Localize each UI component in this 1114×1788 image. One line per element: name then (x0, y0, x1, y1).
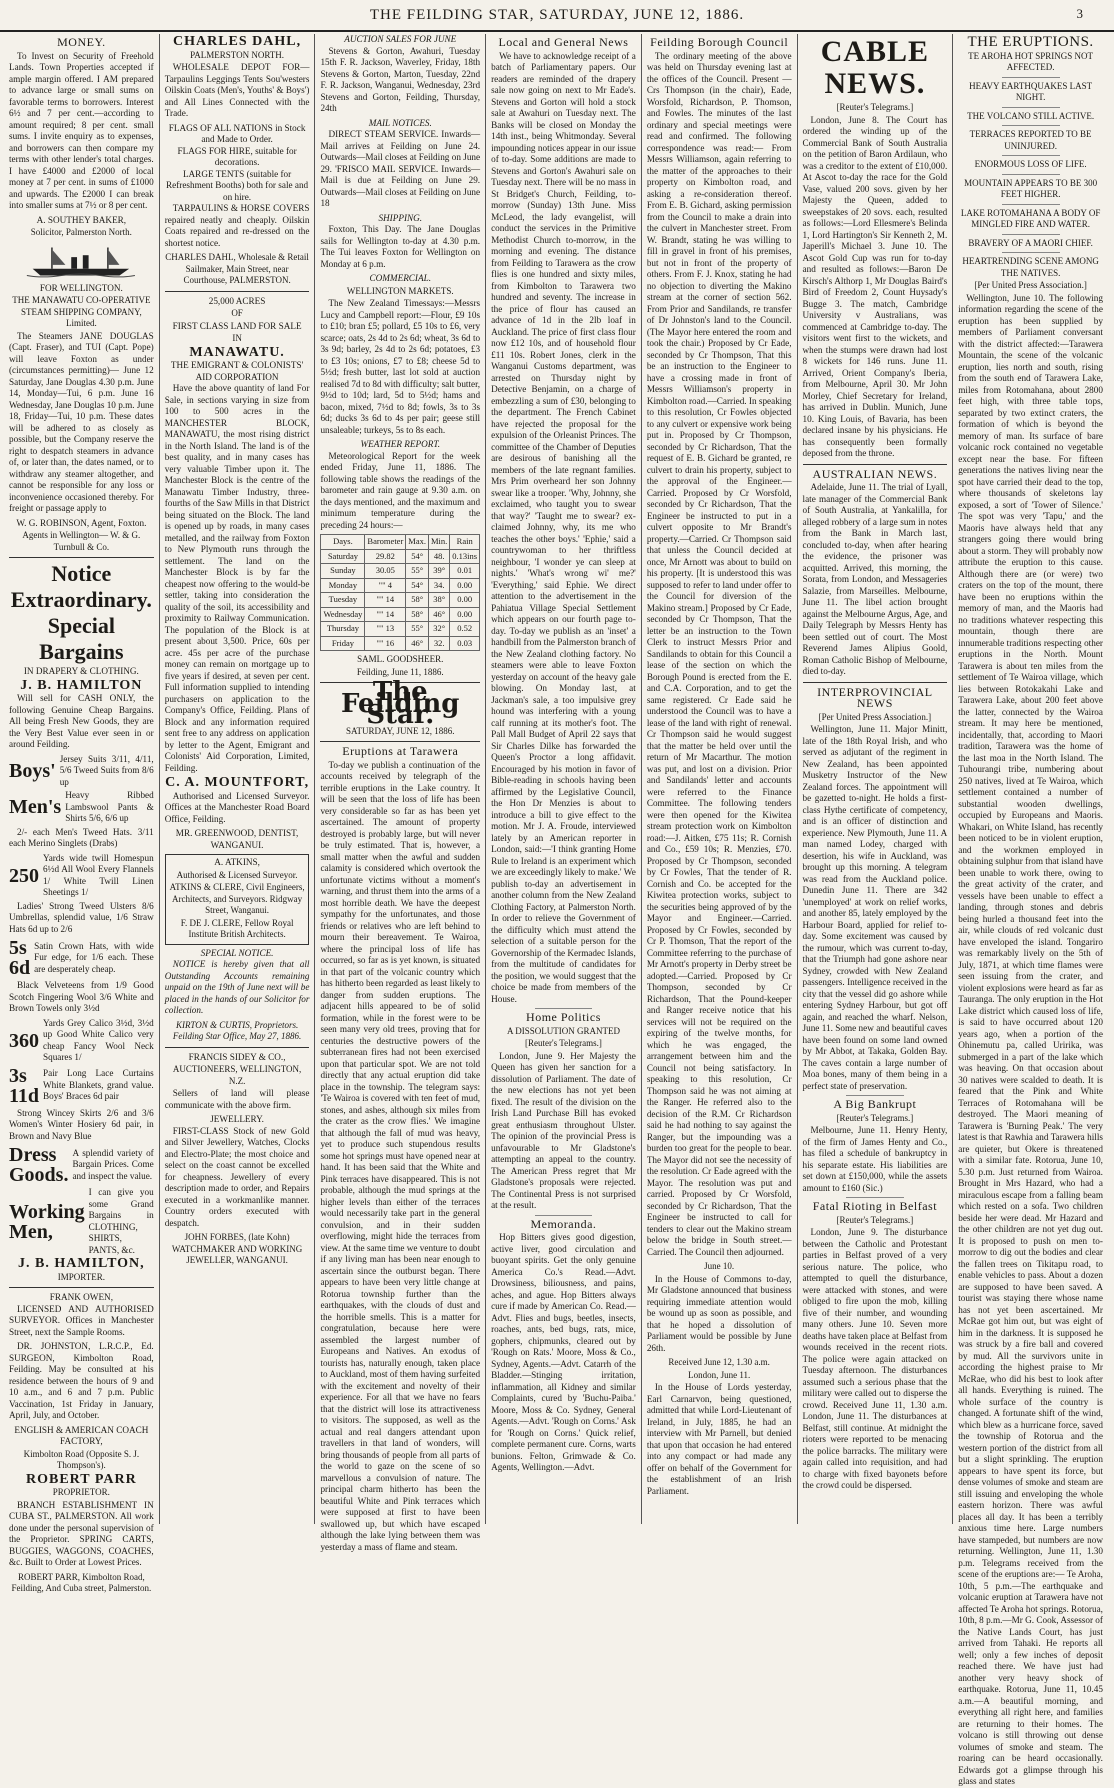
council-heading: Feilding Borough Council (650, 35, 789, 49)
weather-row (321, 636, 480, 651)
weather-cell: Wednesday (321, 607, 365, 622)
bankrupt-sub: [Reuter's Telegrams.] (836, 1112, 914, 1123)
interprovincial-sub: [Per United Press Association.] (818, 711, 932, 722)
weather-cell: 0.00 (450, 607, 480, 622)
commercial-heading: COMMERCIAL. (369, 273, 432, 283)
weather-cell: 0.52 (450, 622, 480, 637)
dissolution-sub: [Reuter's Telegrams.] (525, 1038, 602, 1048)
atkins-clere: ATKINS & CLERE, Civil Engineers, Architects, and Surveyors. Ridgway Street, Wanganui. (169, 882, 305, 915)
headline-1: TE AROHA HOT SPRINGS NOT AFFECTED. (968, 50, 1094, 72)
atkins-sub: Authorised & Licensed Surveyor. (176, 869, 298, 880)
notice-line-2: Extraordinary. (10, 587, 152, 612)
june-11: London, June 11. (688, 1369, 751, 1380)
weather-row (321, 549, 480, 564)
markets-text: The New Zealand Timessays:—Messrs Lucy and Campbell report:—Flour, £9 10s to £10; bran £5; pollard, £5 10s to £6, very scarce; oats, 2s 4d to 2s 6d; wheat, 3s 6d to 3s 9d; barley, 2s 4d to 2s 6d; potatoes, £3 to £3 10s; onions, £7 to £8; cheese 5d to 5½d; fresh butter, last lot sold at auction realised 7d to 8d with difficulty; salt butter, 9½d to 10d; lard, 5d to 5½d; hams and bacon, mixed, 7½d to 8d; fowls, 3s to 3s 6d; ducks 3s 6d to 4s per pair; geese still unsaleable; turkeys, 5s to 8s each. (320, 298, 481, 435)
star-date: SATURDAY, JUNE 12, 1886. (346, 725, 455, 736)
column-3 (315, 34, 486, 1552)
weather-cell: 34. (429, 578, 450, 593)
column-2 (160, 34, 316, 1524)
mens-detail: Heavy Ribbed Lambswool Pants & Shirts 5/6, 6/6 up (65, 790, 154, 823)
jewellery-heading: JEWELLERY. (210, 1114, 264, 1124)
local-heading: Local and General News (498, 35, 629, 49)
steamship-icon (23, 243, 139, 279)
weather-cell: "" 14 (365, 593, 406, 608)
coach-heading: ENGLISH & AMERICAN COACH FACTORY, (14, 1424, 149, 1446)
eruptions-text: To-day we publish a continuation of the accounts received by telegraph of the terrible eruptions in the Lake country. It will be seen that the loss of life has been very considerable so far as has been yet ascertained. The amount of property destroyed is probably large, but will never be truly estimated. That is, however, a small matter when the awful and sudden calamity is considered which overtook the unfortunate victims without a moment's warning, and thrust them into the arms of a most horrible death. We have the deepest sympathy for the unfortunates, and those friends or relatives who are left behind to mourn their bereavement. Te Wairoa, where the principal loss of life has occurred, so far as is yet known, is situated in that part of the volcanic country which has hitherto been regarded as least likely to danger from sudden eruptions. The adjacent hills appeared to be of solid formation, while in the forest were to be seen many very old trees, proving that for centuries the destructive powers of the subterranean fires had not been exercised upon that particular spot. We are not told directly that any actual eruption did take place in the township. The telegram says: 'Te Wairoa is covered with ten feet of mud, stones, and ashes, although six miles from the crater as the crow flies.' We imagine that although the fall of mud was heavy, yet to produce such stupendous results some hot springs must have opened near at hand. It has been said that the White and Pink terraces have disappeared. This is not probable, although the mud springs at the higher levels than either of the terraces would necessarily take part in the general convulsion, and in their sudden overflowing, might hide the terraces from view. At the same time we venture to doubt if any living man has been near enough to ascertain since the outburst began. There appears to have been very little change at Rotorua township further than the earthquakes, with the clouds of dust and the horrible smells. This is a matter for congratulation, because here were assembled the largest number of Europeans and Natives. An exodus of tourists has, naturally enough, taken place to Auckland, most of them having surfeited with the excitement and novelty of their experience. For all that we have no fears that the district will lose its attractiveness to visitors. The supposed, as well as the actual and real dangers attendant upon travellers in that land of wonders, will bring thousands of people from all parts of the world to gaze on the scene of so marvellous a convulsion of nature. The principal charm hitherto has been the beautiful White and Pink terraces which were supposed at first to have been swallowed up, but which have escaped although the lake lying between them was yesterday a mass of flame and steam. (320, 759, 481, 1552)
parr-sub: PROPRIETOR. (52, 1487, 110, 1497)
num-3s11d: 3s 11d (9, 1064, 40, 1107)
rioting-heading: Fatal Rioting in Belfast (812, 1199, 938, 1213)
weather-cell: 0.13ins (450, 549, 480, 564)
parr-text: BRANCH ESTABLISHMENT IN CUBA ST., PALMERSTON. All work done under the personal supervision of the Proprietor. SPRING CARTS, BUGGIES, WAGGONS, COACHES, &c. Built to Order at Lowest Prices. (9, 1499, 154, 1567)
wellington-agents: Agents in Wellington— W. & G. Turnbull & Co. (22, 530, 141, 552)
headline-6: MOUNTAIN APPEARS TO BE 300 FEET HIGHER. (964, 177, 1098, 199)
weather-cell: 54° (406, 549, 429, 564)
australian-news-heading: AUSTRALIAN NEWS. (812, 466, 938, 481)
wellington-heading: FOR WELLINGTON. (39, 282, 123, 293)
weather-cell: 32° (429, 622, 450, 637)
jewellery-text: FIRST-CLASS Stock of new Gold and Silver Jewellery, Watches, Clocks and Electro-Plate; the most choice and select on the coast cannot be excelled for cheapness. Jewellery of every description made to order, and Repairs executed in a workmanlike manner. Country orders executed with despatch. (164, 1125, 310, 1228)
council-text: The ordinary meeting of the above was held on Thursday evening last at the offices of the Council. Present —Crs Thompson (in the chair), Eade, Worsfold, Richardson, P. Thomson, and Fowles. The minutes of the last ordinary and special meetings were read and confirmed. The following correspondence was read:— From Messrs Williamson, again referring to the matter of the approaches to their property on Kimbolton road, and asking a re-consideration thereof. From E. B. Gichard, asking permission from the Council to make a drain into the culvert in Manchester street. From W. Brandt, stating he was willing to fill in gravel in front of his premises, but not in front of the property of others. From F. J. Knox, stating he had no objection to diverting the Makino stream at the corner of section 562. From Prior and Sandilands, re transfer of Dr Johnston's land to the Council. (The Mayor here entered the room and took the chair.) Proposed by Cr Eade, seconded by Cr Thompson, That this be an instruction to the Engineer to have a crossing made in front of Messrs Williamson's property in Kimbolton road.—Carried. In speaking to this resolution, Cr Fowles objected to any culvert or expensive work being put in. Proposed by Cr Thompson, seconded by Cr Richardson, That the request of E. B. Gichard be granted, re culvert to drain his property, subject to the approval of the Engineer.—Carried. Proposed by Cr Worsfold, seconded by Cr Richardson, That the Engineer be instructed to put in a culvert opposite to Mr Brandt's property.—Carried. Cr Thompson said that unless the Council decided at once, Mr Arnott was about to build on his property. [It is understood this was supposed to refer to land under offer to the Council for diversion of the Makino stream.] Proposed by Cr Eade, seconded by Cr Thompson, That the letter be an instruction to the Town Clerk to instruct Messrs Prior and Sandilands to obtain for this Council a lease of the section on which the Borough Pound is erected from the E. and C.A. Corporation, and to get the same registered. Cr Eade said he understood the Council was to have a lease of the land with right of renewal. Cr Thompson said he would suggest that the matter be held over until the return of Mr Macarthur. The motion was put, and lost on a division. Prior and Sandilands' letter and accounts were referred to the Finance Committee. The following tenders were then opened for the Kiwitea stream protection work on Kimbolton road:—J. Aitken, £75 11s; R. Cornish and Co., £59 10s; R. Menzies, £70. Proposed by Cr Thompson, seconded by Cr Fowles, That the tender of R. Cornish and Co. be accepted for the Kiwitea protection works, subject to the securities being approved of by the Mayor and Engineer.—Carried. Proposed by Cr Fowles, seconded by Cr P. Thomson, That the report of the Committee referring to the purchase of Mr Arnott's property in Derby street be adopted.—Carried. Proposed by Cr Thompson, seconded by Cr Richardson, That the Pound-keeper and Ranger receive notice that his services will not be required on the expiring of the twelve months, for which he was engaged, the arrangement between him and the Council not being satisfactory. In speaking to this resolution, Cr Thompson said he was not aiming at the Ranger. He referred also to the decision of the R.M. Cr Richardson said he had nothing to say against the Ranger, but the impounding was a burden too great for the people to bear. The Mayor did not see the necessity of the resolution. Cr Eade agreed with the Mayor. The resolution was put and carried. Proposed by Cr Worsfold, seconded by Cr Richardson, That the Engineer be instructed to call for tenders to clear out the Makino stream below the bridge in South street.—Carried. The Council then adjourned. (646, 50, 792, 1257)
local-text: We have to acknowledge receipt of a batch of Parliamentary papers. Our readers are reminded of the drapery sale now going on next to Mr Eade's. Stevens and Gorton will hold a stock sale at Awahuri on Tuesday next. The Banks will be closed on Monday the 14th inst., being Whitmonday. Several impounding notices appear in our issue of to-day. Some additions are made to Stevens and Gorton's Awahuri sale on Tuesday next. There will be no mass in St Bridget's Church, Feilding, to-morrow (Sunday) 13th June. Miss McLeod, the lady evangelist, will conduct the services in the Primitive Methodist Church to-morrow, in the morning and evening. The distance from Feilding to Tarawera as the crow flies is one hundred and sixty miles, from Kimbolton to Tarawera two hundred and seventy. The increase in the price of flour has caused an advance of 1d in the 2lb loaf in Auckland. The price of first class flour now £12 10s, and of household flour £11 10s. Robert Jones, clerk in the Wanganui Customs department, was arrested on Thursday night by Detective Benjamin, on a charge of embezzling a sum of £30, belonging to the department. The French Cabinet have rejected the proposal for the expulsion of the Orleanist Princes. The committee of the Chamber of Deputies are desirous of banishing all the members of the late regnant families. Mrs Prim overheard her son Johnny swear like a trooper. 'Why, Johnny, she exclaimed, who taught you to swear that way?' 'Taught me to swear? ex-claimed Johnny, why, its me who teaches the other boys.' 'Ephie,' said a countrywoman to her thriftless neighbour, 'I wonder ye can sleep at nights.' 'What's wrong wi' me?' 'Everything,' said Ephie. We direct attention to the advertisement in the Pahiatua Village Special Settlement which appears on our fourth page to-day. To-day we publish as an 'inset' a handbill from the Palmerston branch of the New Zealand clothing factory. No steamers were able to leave Foxton yesterday on account of the heavy gale blowing. On Monday last, at Jackman's sale, a too impulsive grey hound was interfering with a young calf running at its mother's foot. The Pall Mall Budget of April 22 says that Sir Charles Dilke has forwarded the Queen's Proctor a long affidavit. Encouraged by his motion in favor of Bible-reading in schools having been affirmed by the Legislative Council, the Hon Dr Menzies is about to introduce a bill to give effect to the motion. Mr J. A. Froude, interviewed lately by an American reporter in London, said:—'I think granting Home Rule to Ireland is an experiment which we are exceedingly likely to make.' We publish to-day an advertisement in another column from the New Zealand Clothing Factory, at Palmerston North. In order to relieve the Government of the difficulty which must attend the selection of a suitable person for the Governorship of the Kermadec Islands, from the multitude of candidates for the position, we would suggest that the choice be made from members of the House. (491, 50, 636, 1004)
num-360: 360 (9, 1029, 39, 1052)
interprovincial-heading: INTERPROVINCIAL NEWS (817, 684, 933, 710)
weather-cell: 54° (406, 578, 429, 593)
column-5 (642, 34, 798, 1524)
column-6 (798, 34, 954, 1524)
weather-cell: "" 16 (365, 636, 406, 651)
strong-skirts: Strong Wincey Skirts 2/6 and 3/6 Women's Winter Hosiery 6d pair, in Brown and Navy Blue (9, 1107, 154, 1141)
masthead (0, 0, 1114, 32)
eruptions-heading: Eruptions at Tarawera (342, 744, 459, 758)
johnston-text: DR. JOHNSTON, L.R.C.P., Ed. SURGEON, Kimbolton Road, Feilding. May be consulted at his residence between the hours of 9 and 10 a.m., and 6 and 7 p.m. Public Vaccination, 1st Friday in January, April, July, and October. (9, 1341, 154, 1420)
notice-text: NOTICE is hereby given that all Outstanding Accounts remaining unpaid on the 19th of June next will be placed in the hands of our Solicitor for collection. (164, 959, 310, 1015)
steam-text: The Steamers JANE DOUGLAS (Capt. Fraser), and TUI (Capt. Pope) will leave Foxton as under (circumstances permitting)— June 12 Saturday, Jane Douglas 4.30 p.m. June 14, Monday—Tui, 6 p.m. June 16 Wednesday, Jane Douglas 10 p.m. June 18, Friday—Tui, 10 p.m. These dates will be adhered to as closely as possible, but the Company reserve the right to despatch steamers in advance of, or later than, the dates named, or to withdraw any steamer altogether, and cannot be responsible for any loss or inconvenience occasioned thereby. For freight or passage apply to (9, 330, 154, 513)
june-10: June 10. (704, 1261, 735, 1271)
notice-line-1: Notice (51, 561, 112, 586)
weather-cell: 55° (406, 622, 429, 637)
bankrupt-heading: A Big Bankrupt (833, 1097, 917, 1111)
num-3s11d-text: Pair Long Lace Curtains White Blankets, grand value. Boys' Braces 6d pair (43, 1068, 154, 1102)
weather-cell: Sunday (321, 564, 365, 579)
home-politics-heading: Home Politics (526, 1010, 601, 1024)
dress-goods: Dress Goods. (9, 1144, 69, 1186)
baker-sub: Solicitor, Palmerston North. (30, 227, 132, 237)
parr-name: ROBERT PARR (25, 1471, 137, 1487)
weather-cell: "" 13 (365, 622, 406, 637)
weather-row (321, 564, 480, 579)
dissolution-heading: A DISSOLUTION GRANTED (506, 1025, 620, 1036)
weather-cell: 55° (406, 564, 429, 579)
weather-cell: "" 4 (365, 578, 406, 593)
auction-heading: AUCTION SALES FOR JUNE (344, 34, 457, 44)
newspaper-columns (4, 34, 1108, 1786)
forbes: JOHN FORBES, (late Kohn) WATCHMAKER AND WORKING JEWELLER, WANGANUI. (171, 1232, 303, 1265)
weather-cell: 0.01 (450, 564, 480, 579)
memoranda-text: Hop Bitters gives good digestion, active liver, good circulation and buoyant spirits. Get the only genuine America Co.'s Read.—Advt. Drowsiness, biliousness, and pains, aches, and ague. Hop Bitters always cure if made by American Co. Read.—Advt. Flies and bugs, beetles, insects, roaches, ants, bed bugs, rats, mice, gophers, chipmunks, cleared out by 'Rough on Rats.' Moore, Moss & Co., Sydney, Agents.—Advt. Catarrh of the Bladder.—Stinging irritation, inflammation, all Kidney and similar Complaints, cured by 'Buchu-Paiba.' Moore, Moss & Co. Sydney, General Agents.—Advt. 'Rough on Corns.' Ask for 'Rough on Corns.' Quick relief, complete permanent cure. Corns, warts bunions. Felton, Grimwade & Co. Agents, Wellington.—Advt. (491, 1232, 636, 1472)
weather-cell: 0.00 (450, 593, 480, 608)
weather-text: Meteorological Report for the week ended Friday, June 11, 1886. The following table shows the readings of the barometer and rain gauge at 9.30 a.m. on the days mentioned, and the maximum and minimum temperature during the preceding 24 hours:— (320, 450, 481, 530)
clere: F. DE J. CLERE, Fellow Royal Institute British Architects. (180, 917, 294, 939)
markets-heading: WELLINGTON MARKETS. (346, 285, 454, 296)
weather-row (321, 578, 480, 593)
acres-heading: 25,000 ACRES (208, 295, 266, 306)
shipping-heading: SHIPPING. (378, 212, 423, 223)
hamilton-heading: J. B. HAMILTON (20, 677, 143, 693)
weather-col-header: Barometer (365, 535, 406, 550)
money-text: To Invest on Security of Freehold Lands. Town Properties accepted if ample margin offered. I AM prepared to advance large or small sums on favorable terms to borrowers. Interest 6½ and 7 per cent.—according to amount required; 8 per cent. small sums. I invite enquiry as to expenses, and borrowers can then compare my terms with other lender's total charges. I have £4000 and £2000 of local money at 7 per cent. in sums of £1000 and upwards. The £2000 I can break into smaller sums at 7½ or 8 per cent. (9, 50, 154, 210)
num-250-text: Yards wide twill Homespun 6½d All Wool Every Flannels 1/ White Twill Linen Sheetings 1/ (43, 852, 154, 897)
interprovincial-text: Wellington, June 11. Major Minitt, late of the 18th Royal Irish, and who served as adjutant of the regiment in New Zealand, has been appointed Musketry Instructor of the New Zealand forces. The appointment will be gazetted to-night. He holds a first-class Hythe certificate of competency, and is an officer of distinction and experience. New Plymouth, June 11. A man named Lodey, charged with desertion, his wife in Auckland, was brought up this morning. A telegram was read from the Auckland police. Dunedin June 11. There are 342 'unemployed' at work on relief works, and another 85, lately employed by the Harbour Board, applied for relief to-day. Some excitement was caused by the rumour, which was current to-day, that the Triumph had gone ashore near Sydney, crowded with New Zealand passengers. Intelligence received in the city that the vessel did go ashore while entering Sydney Harbour, but got off again, and reached the wharf. Nelson, June 11. Some new and beautiful caves have been found on some land owned by Mr Abbot, at Takaka, Golden Bay. The caves contain a large number of Moa bones, many of them being in a perfect state of preservation. (802, 724, 948, 1091)
velveteens: Black Velveteens from 1/9 Good Scotch Fingering Wool 3/6 White and Brown Towels only 3½d (9, 980, 154, 1013)
feilding-star-title: The Feilding Star. (341, 677, 460, 730)
weather-col-header: Min. (429, 535, 450, 550)
flags-hire: FLAGS FOR HIRE, suitable for decorations. (177, 145, 297, 167)
weather-date: Feilding, June 11, 1886. (356, 666, 444, 677)
weather-cell: "" 14 (365, 607, 406, 622)
weather-row (321, 607, 480, 622)
weather-cell: 48. (429, 549, 450, 564)
baker-name: A. SOUTHEY BAKER, (36, 214, 127, 225)
hamilton-sign: J. B. HAMILTON, (18, 1256, 145, 1271)
weather-col-header: Max. (406, 535, 429, 550)
dissolution-text: London, June 9. Her Majesty the Queen has given her sanction for a dissolution of Parliament. The date of the new elections has not yet been fixed. The result of the division on the Irish Land Purchase Bill has evoked great enthusiasm throughout Ulster. The opinion of the provincial Press is unfavourable to Mr Gladstone's attempting an appeal to the country. The American Press regret that Mr Gladstone's proposals were rejected. The Continental Press is not surprised at the result. (491, 1050, 636, 1210)
the-eruptions-heading: THE ERUPTIONS. (967, 34, 1094, 50)
memoranda-heading: Memoranda. (530, 1216, 597, 1231)
weather-row (321, 593, 480, 608)
weather-cell: 30.05 (365, 564, 406, 579)
weather-cell: 46° (429, 607, 450, 622)
headline-5: ENORMOUS LOSS OF LIFE. (974, 159, 1087, 169)
manawatu: MANAWATU. (189, 344, 285, 360)
mail-heading: MAIL NOTICES. (368, 117, 432, 128)
auction-text: Stevens & Gorton, Awahuri, Tuesday 15th F. R. Jackson, Waverley, Friday, 18th Stevens & Gorton, Marton, Tuesday, 22nd F. R. Jackson, Wanganui, Wednesday, 23rd Stevens and Gorton, Feilding, Thursday, 24th (320, 45, 481, 113)
working-men-text: I can give you some Grand Bargains in CLOTHING, SHIRTS, PANTS, &c. (88, 1187, 154, 1255)
weather-row (321, 622, 480, 637)
robinson-agent: W. G. ROBINSON, Agent, Foxton. (16, 517, 147, 528)
headline-3: THE VOLCANO STILL ACTIVE. (967, 110, 1095, 121)
weather-cell: Thursday (321, 622, 365, 637)
eruptions-report-text: Wellington, June 10. The following information regarding the scene of the eruption has been supplied by members of Parliament conversant with the district affected:—Tarawera Mountain, the scene of the volcanic eruption, lies north and south, rising from the south end of Tarawera Lake, miles from Rotomahana, about 2800 feet high, with three table tops, separated by two extinct craters, the formation of which is beyond the memory of man. Its surface of bare volcanic rock contained no vegetable except near the base. For fifteen generations the natives living near the spot have carried their dead to the top, where thousands of skeletons lay exposed, a sort of 'Tower of Silence.' The spot was very 'Tapu,' and the Maoris have always held that any strangers going there would bring about a storm. They will probably now attribute the eruption to this cause. Although there are (or were) two craters on the top of the mount, there have been no eruptions within the memory of man, and the Maoris had no traditions whatever respecting this mountain, though there are innumerable traditions respecting other eruptions in the North. Mount Tarawera is about ten miles from the settlement of Te Wairoa village, which lies between Rotokakahi Lake and Tarawera Lake, about 200 feet above the latter, connected by the Wairoa stream. It may here be mentioned, incidentally, that, according to Maori tradition, Tarawera was the home of the last moa in the North Island. The Tuhourangi tribe, numbering about 250 natives, lived at Te Wairoa, which settlement contained a number of substantial wooden dwellings, occupied by Europeans and Maoris. Whakari, on White Island, has recently been noticed to be in violent eruption, and the workmen employed in obtaining sulphur from that island have been unable to work there, owing to the great activity of the crater, and vessels have been unable to effect a landing, through stones and debris being hurled a thousand feet into the air, while clouds of red volcanic dust have enveloped the island. Tongariro was remarkably lively on the 5th of July, 1871, at which time flames were seen issuing from the crater, and violent explosions were heard as far as Tauranga. The only eruption in the Hot Lake district which caused loss of life, is said to have occurred about 120 years ago, when a portion of the Ohinemutu pa, called Uririka, was submerged in a part of the lake which was heaving. On that occasion about 30 natives were scalded to death. It is feared that the Pink and White Terraces of Rotomahana will be destroyed. The Maori meaning of Tarawera is 'Burning Peak.' The very latest is that Rawhia and Tarawera hills are quieter, but Okere is threatened with a similar fate. Rotorua, June 10, 5.30 p.m. Just returned from Wairoa. Brought in Mrs Hazard, who had a miraculous escape from a falling beam which rested on a sofa. Two children beside her were dead. Mr Hazard and the other children are not yet dug out. It is proposed to push on men to-morrow to dig out the bodies and clear the fallen trees on Tikitapu road, to enable vehicles to pass. About a dozen are supposed to have been saved. A tourist was staying there whose name has not yet been ascertained. Mr McRae got him out, but was eight of him in the darkness. It is supposed he was struck by a fire ball and covered by mud. All the survivors unite in according the highest praise to Mr McRae, who did his best to look after all hands. Everything is ruined. The whole surface of the country is changed. A fortunate shift of the wind, which blew as a hurricane force, saved the township of Rotorua and the western portion of the district from all but a slight sprinkling. The eruption appears to have spent its force, but dense volumes of smoke and steam are still issuing and enveloping the whole eastern horizon. There was awful places all day. It has been a terribly anxious time here. Large numbers have stampeded, but numbers are now returning. Wellington, June 11, 1.30 p.m. Telegrams received from the scene of the eruptions are:— Te Aroha, 10th, 5 p.m.—The earthquake and volcanic eruption at Tarawera have not affected Te Aroha hot springs. Rotorua, 10th, 8 p.m.—Mr G. Cook, Assessor of the Native Lands Court, has just arrived from Tahaki. He reports all well; only a few inches of deposit reached there. We have just had another very heavy shock of earthquake. Rotorua, June 11, 10.45 a.m.—A beautiful morning, and everything all right here, and families are returning to their homes. The volcano is still throwing out dense volumes of smoke and steam. The roaring can be heard occasionally. Edwards got a glimpse through his glass and states (958, 292, 1103, 1786)
importer: IMPORTER. (57, 1271, 105, 1282)
coach-sub: Kimbolton Road (Opposite S. J. Thompson's). (23, 1448, 140, 1470)
cable-news-heading: CABLE NEWS. (820, 35, 930, 100)
dahl-heading: CHARLES DAHL, (173, 34, 302, 49)
weather-cell: 32. (429, 636, 450, 651)
money-heading: MONEY. (57, 35, 106, 49)
weather-col-header: Days. (321, 535, 365, 550)
large-tents: LARGE TENTS (suitable for Refreshment Booths) both for sale and on hire. (166, 168, 309, 202)
hamilton-text: Will sell for CASH ONLY, the following Genuine Cheap Bargains. All being Fresh New Goods, they are the Very Best Value ever seen in or around Feilding. (9, 693, 154, 749)
num-360-text: Yards Grey Calico 3½d, 3½d up Good White Calico very cheap Fancy Wool Neck Squares 1/ (43, 1017, 154, 1062)
weather-cell: Friday (321, 636, 365, 651)
weather-cell: Tuesday (321, 593, 365, 608)
cable-text: London, June 8. The Court has ordered the winding up of the Commercial Bank of South Australia on the petition of Baron Ardilaun, who was a creditor to the extent of £10,000. At Ascot to-day the race for the Gold Vase, valued 200 sovs. given by her Majesty the Queen, added to sweepstakes of 20 sovs. each, resulted as follows:—Lord Ellesmere's Belinda 1, Lord Hartington's Sir Kenneth 2, M. Japerill's Michael 3. June 10. The Ascot Gold Cup was run for to-day and resulted as follows:—Baron De Kirsch's Althorp 1, Mr Douglas Baird's Bird of Freedom 2, Count Huysady's Bugge 3. The match, Cambridge University v Australians, was commenced at Cambridge to-day. The visitors went first to the wickets, and when the stumps were drawn had lost 8 wickets for 146 runs. June 11. Arrived, Orient Company's Iberia, from Melbourne, April 30. Mr John Morley, Chief Secretary for Ireland, has arrived in Dublin. Munich, June 10. King Louis, of Bavaria, has been declared insane by his physicians. He has consequently been formally deposed from the throne. (802, 114, 948, 458)
mail-text: DIRECT STEAM SERVICE. Inwards—Mail arrives at Feilding on June 24. Outwards—Mail closes at Feilding on June 29. 'FRISCO MAIL SERVICE. Inwards—Mail is due at Feilding on June 29. Outwards—Mail closes at Feilding on June 18 (320, 129, 481, 208)
dress-goods-text: A splendid variety of Bargain Prices. Come and inspect the value. (72, 1147, 154, 1181)
sidey-heading: FRANCIS SIDEY & CO., (188, 1051, 286, 1062)
emigrant-heading: THE EMIGRANT & COLONISTS' AID CORPORATION (170, 360, 304, 382)
headline-7: LAKE ROTOMAHANA A BODY OF MINGLED FIRE AND WATER. (960, 207, 1101, 229)
acres-in: IN (232, 333, 242, 343)
weather-cell: 39° (429, 564, 450, 579)
emigrant-text: Have the above quantity of land For Sale, in sections varying in size from 100 to 500 acres in the MANCHESTER BLOCK, MANAWATU, the most rising district in the North Island. The land is of the best quality, and in many cases has very valuable Timber upon it. The Manchester Block is the centre of the Manawatu Timber Industry, three-fourths of the Saw Mills in that District being situated on the Block. The land is opened up by roads, in many cases metalled, and the railway from Foxton to New Plymouth runs through the settlement. The land on the Manchester Block is by far the cheapest now offering to the would-be settler, taking into consideration the quality of the soil, its accessibility and proximity to Railway Communication. The population of the Block is at present about 3,500. Price, 60s per acre. 45s per acre of the purchase money can remain on mortgage up to five years if desired, at seven per cent. Full information supplied to intending purchasers on application to the Company's Office, Feilding. Plans of Block and any information required sent free to any address on application by letter to the Agent, Emigrant and Colonists' Aid Corporation, Limited, Feilding. (164, 383, 310, 773)
boys-label: Boys' (9, 759, 56, 782)
ca-name: C. A. MOUNTFORT, (165, 775, 310, 790)
special-line-1: Special (47, 613, 115, 638)
rioting-sub: [Reuter's Telegrams.] (836, 1214, 914, 1225)
headline-8: BRAVERY OF A MAORI CHIEF. (968, 237, 1093, 248)
headline-4: TERRACES REPORTED TO BE UNINJURED. (969, 129, 1092, 151)
weather-table (320, 534, 480, 651)
owen-name: FRANK OWEN, (49, 1292, 113, 1302)
acres-land: FIRST CLASS LAND FOR SALE (172, 320, 302, 331)
weather-heading: WEATHER REPORT. (360, 439, 441, 449)
acres-of: OF (231, 308, 243, 318)
headline-9: HEARTRENDING SCENE AMONG THE NATIVES. (962, 256, 1099, 278)
special-line-2: Bargains (39, 639, 124, 664)
num-250: 250 (9, 864, 39, 887)
dahl-text: WHOLESALE DEPOT FOR— Tarpaulins Leggings Tents Sou'westers Oilskin Coats (Men's, Youths' & Boys') and All Lines Connected with the Trade. (164, 62, 310, 118)
weather-cell: 46° (406, 636, 429, 651)
weather-cell: Monday (321, 578, 365, 593)
reuters-label: [Reuter's Telegrams.] (836, 102, 914, 112)
commons-text: In the House of Commons to-day, Mr Gladstone announced that business requiring immediate attention would be wound up as soon as possible, and that he hoped a dissolution of Parliament would be possible by June 26th. (646, 1273, 792, 1353)
working-men: Working Men, (9, 1200, 85, 1243)
column-1 (4, 34, 160, 1593)
atkins-heading: A. ATKINS, (214, 857, 260, 867)
tweed-hats: 2/- each Men's Tweed Hats. 3/11 each Merino Singlets (Drabs) (9, 826, 154, 848)
weather-cell: Saturday (321, 549, 365, 564)
boys-detail: Jersey Suits 3/11, 4/11, 5/6 Tweed Suits from 8/6 up (59, 753, 154, 787)
num-5s6d-text: Satin Crown Hats, with wide Fur edge, for 1/6 each. These are desperately cheap. (34, 940, 154, 974)
weather-cell: 29.82 (365, 549, 406, 564)
num-5s6d: 5s 6d (9, 937, 31, 979)
mens-label: Men's (9, 796, 62, 819)
shipping-text: Foxton, This Day. The Jane Douglas sails for Wellington to-day at 4.30 p.m. The Tui leaves Foxton for Wellington on Monday at 6 p.m. (320, 224, 481, 269)
owen-text: LICENSED AND AUTHORISED SURVEYOR. Offices in Manchester Street, next the Sample Rooms. (9, 1303, 154, 1337)
weather-cell: 58° (406, 593, 429, 608)
weather-cell: 58° (406, 607, 429, 622)
kirton-curtis: KIRTON & CURTIS, Proprietors. Feilding Star Office, May 27, 1886. (172, 1019, 302, 1041)
bankrupt-text: Melbourne, June 11. Henry Henty, of the firm of James Henty and Co., has filed a schedule of bankruptcy in his separate estate. His liabilities are set down at £150,000, while the assets amount to £160 (Sic.) (802, 1125, 948, 1193)
flags: FLAGS OF ALL NATIONS in Stock and Made to Order. (168, 122, 306, 144)
ca-text: Authorised and Licensed Surveyor. Offices at the Manchester Road Board Office, Feilding. (164, 790, 310, 824)
australian-text: Adelaide, June 11. The trial of Lyall, late manager of the Commercial Bank of South Australia, at Yankalilla, for alleged robbery of a large sum in notes from the Bank in March last, concluded to-day, when after hearing the evidence, the prisoner was acquitted. Arrived, this morning, the Sorata, from London, and Messageries Salazie, from Marseilles. Melbourne, June 11. The libel action brought against the Melbourne Argus, Age, and Daily Telegraph by Messrs Henty has been settled out of court. The Most Reverend James Alipius Goold, Roman Catholic Bishop of Melbourne, died to-day. (802, 482, 948, 676)
greenwood: MR. GREENWOOD, DENTIST, WANGANUI. (175, 828, 299, 850)
ulsters: Ladies' Strong Tweed Ulsters 8/6 Umbrellas, splendid value, 1/6 Straw Hats 6d up to 2/6 (9, 900, 154, 934)
weather-cell: 0.03 (450, 636, 480, 651)
headline-2: HEAVY EARTHQUAKES LAST NIGHT. (969, 80, 1093, 102)
dahl-sign: CHARLES DAHL, Wholesale & Retail Sailmaker, Main Street, near Courthouse, PALMERSTON. (165, 252, 309, 285)
tarpaulins: TARPAULINS & HORSE COVERS repaired neatly and cheaply. Oilskin Coats repaired and re-dressed on the shortest notice. (164, 203, 310, 248)
parr-sign: ROBERT PARR, Kimbolton Road, Feilding, And Cuba street, Palmerston. (11, 1571, 152, 1593)
sidey-text: Sellers of land will please communicate with the above firm. (164, 1088, 310, 1110)
weather-cell: 38° (429, 593, 450, 608)
masthead-title: THE FEILDING STAR, SATURDAY, JUNE 12, 1886. (369, 6, 745, 23)
eruptions-sub: [Per United Press Association.] (974, 280, 1087, 290)
column-7 (953, 34, 1108, 1786)
received-1: Received June 12, 1.30 a.m. (668, 1357, 770, 1367)
special-notice: SPECIAL NOTICE. (200, 947, 274, 958)
drapery-heading: IN DRAPERY & CLOTHING. (23, 666, 139, 676)
dahl-place: PALMERSTON NORTH. (190, 49, 285, 60)
page-number: 3 (1076, 6, 1084, 21)
sidey-sub: AUCTIONEERS, WELLINGTON, N.Z. (172, 1064, 302, 1086)
lords-text: In the House of Lords yesterday, Earl Carnarvon, being questioned, admitted that while Lord-Lieutenant of Ireland, in July, 1885, he had an interview with Mr Parnell, but denied that upon that occasion he had entered into any compact or had made any offer on behalf of the Government for the establishment of an Irish Parliament. (646, 1382, 792, 1496)
weather-col-header: Rain (450, 535, 480, 550)
goodsheer: SAML. GOODSHEER. (357, 654, 444, 664)
steam-company: THE MANAWATU CO-OPERATIVE STEAM SHIPPING COMPANY, Limited. (12, 295, 151, 328)
weather-cell: 0.00 (450, 578, 480, 593)
rioting-text: London, June 9. The disturbance between the Catholic and Protestant parties in Belfast proved of a very serious nature. The police, who attempted to quell the disturbance, were attacked with stones, and were obliged to fire upon the mob, killing five of their number, and wounding many others. June 10. Seven more deaths have taken place at Belfast from wounds received in the recent riots. The police were again attacked on Tuesday afternoon. The disturbances assumed such a serious phase that the military were called out to disperse the crowd. Received June 11, 1.30 a.m. London, June 11. The disturbances at Belfast, still continue. At midnight the rioters were reported to be menacing the police barracks. The military were again called into requisition, and had to charge with fixed bayonets before the crowd could be dispersed. (802, 1227, 948, 1490)
column-4 (486, 34, 642, 1524)
